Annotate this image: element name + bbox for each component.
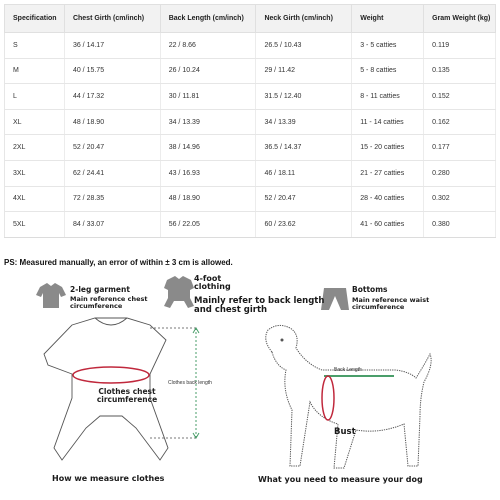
table-cell: 52 / 20.47 [256, 186, 352, 212]
table-row [5, 33, 496, 59]
header-gram-weight: Gram Weight (kg) [424, 5, 496, 33]
measure-dog-caption: What you need to measure your dog [258, 475, 423, 484]
table-row [5, 109, 496, 135]
table-cell: 36.5 / 14.37 [256, 135, 352, 161]
table-row [5, 186, 496, 212]
table-cell: 0.280 [424, 160, 496, 186]
garment-description: Main reference chest circumference [70, 295, 148, 310]
table-cell: 15 - 20 catties [352, 135, 424, 161]
table-cell: 84 / 33.07 [64, 212, 160, 238]
table-cell: 46 / 18.11 [256, 160, 352, 186]
table-cell: 2XL [5, 135, 65, 161]
table-cell: 40 / 15.75 [64, 58, 160, 84]
table-cell: 22 / 8.66 [160, 33, 256, 59]
table-row [5, 84, 496, 110]
table-cell: 48 / 18.90 [64, 109, 160, 135]
table-cell: S [5, 33, 65, 59]
chest-measure-ellipse [73, 367, 149, 383]
dog-outline [266, 325, 431, 468]
two-leg-garment-icon [36, 283, 66, 308]
table-cell: 8 - 11 catties [352, 84, 424, 110]
header-neck-girth: Neck Girth (cm/inch) [256, 5, 352, 33]
table-row [5, 212, 496, 238]
dog-back-length-label: Back Length [334, 367, 362, 373]
table-cell: 0.177 [424, 135, 496, 161]
table-cell: 0.380 [424, 212, 496, 238]
table-cell: 30 / 11.81 [160, 84, 256, 110]
header-chest-girth: Chest Girth (cm/inch) [64, 5, 160, 33]
table-cell: 0.162 [424, 109, 496, 135]
chest-circumference-label: Clothes chest circumference [96, 387, 158, 404]
measurement-diagram [0, 270, 500, 500]
table-row [5, 58, 496, 84]
table-cell: 4XL [5, 186, 65, 212]
table-row [5, 135, 496, 161]
table-cell: 5 - 8 catties [352, 58, 424, 84]
table-cell: 5XL [5, 212, 65, 238]
table-cell: 3 - 5 catties [352, 33, 424, 59]
size-chart-table [4, 4, 496, 238]
table-cell: 0.135 [424, 58, 496, 84]
table-cell: 0.119 [424, 33, 496, 59]
table-cell: 0.302 [424, 186, 496, 212]
table-cell: 29 / 11.42 [256, 58, 352, 84]
bottoms-description: Main reference waist circumference [352, 296, 430, 311]
table-cell: 72 / 28.35 [64, 186, 160, 212]
header-weight: Weight [352, 5, 424, 33]
header-specification: Specification [5, 5, 65, 33]
table-cell: 43 / 16.93 [160, 160, 256, 186]
table-header-row [5, 5, 496, 33]
table-cell: 62 / 24.41 [64, 160, 160, 186]
table-cell: 28 - 40 catties [352, 186, 424, 212]
header-back-length: Back Length (cm/inch) [160, 5, 256, 33]
table-cell: 41 - 60 catties [352, 212, 424, 238]
table-cell: 48 / 18.90 [160, 186, 256, 212]
bust-label: Bust [334, 427, 356, 437]
table-cell: 56 / 22.05 [160, 212, 256, 238]
table-cell: 21 - 27 catties [352, 160, 424, 186]
measure-clothes-caption: How we measure clothes [52, 474, 165, 483]
table-cell: 26.5 / 10.43 [256, 33, 352, 59]
table-cell: L [5, 84, 65, 110]
table-cell: 3XL [5, 160, 65, 186]
four-foot-description: Mainly refer to back length and chest girth [194, 296, 325, 315]
dog-bust-ellipse [322, 376, 334, 420]
table-cell: 60 / 23.62 [256, 212, 352, 238]
measurement-note: PS: Measured manually, an error of within ± 3 cm is allowed. [4, 258, 233, 267]
table-cell: 26 / 10.24 [160, 58, 256, 84]
table-row [5, 160, 496, 186]
table-cell: 0.152 [424, 84, 496, 110]
table-cell: 11 - 14 catties [352, 109, 424, 135]
table-cell: XL [5, 109, 65, 135]
table-cell: 31.5 / 12.40 [256, 84, 352, 110]
table-cell: M [5, 58, 65, 84]
table-cell: 34 / 13.39 [160, 109, 256, 135]
four-foot-title: 4-foot clothing [194, 274, 231, 292]
table-cell: 52 / 20.47 [64, 135, 160, 161]
table-cell: 36 / 14.17 [64, 33, 160, 59]
table-cell: 34 / 13.39 [256, 109, 352, 135]
table-cell: 44 / 17.32 [64, 84, 160, 110]
bottoms-title: Bottoms [352, 285, 388, 294]
table-cell: 38 / 14.96 [160, 135, 256, 161]
clothes-back-length-label: Clothes back length [168, 380, 212, 386]
garment-title: 2-leg garment [70, 285, 130, 294]
